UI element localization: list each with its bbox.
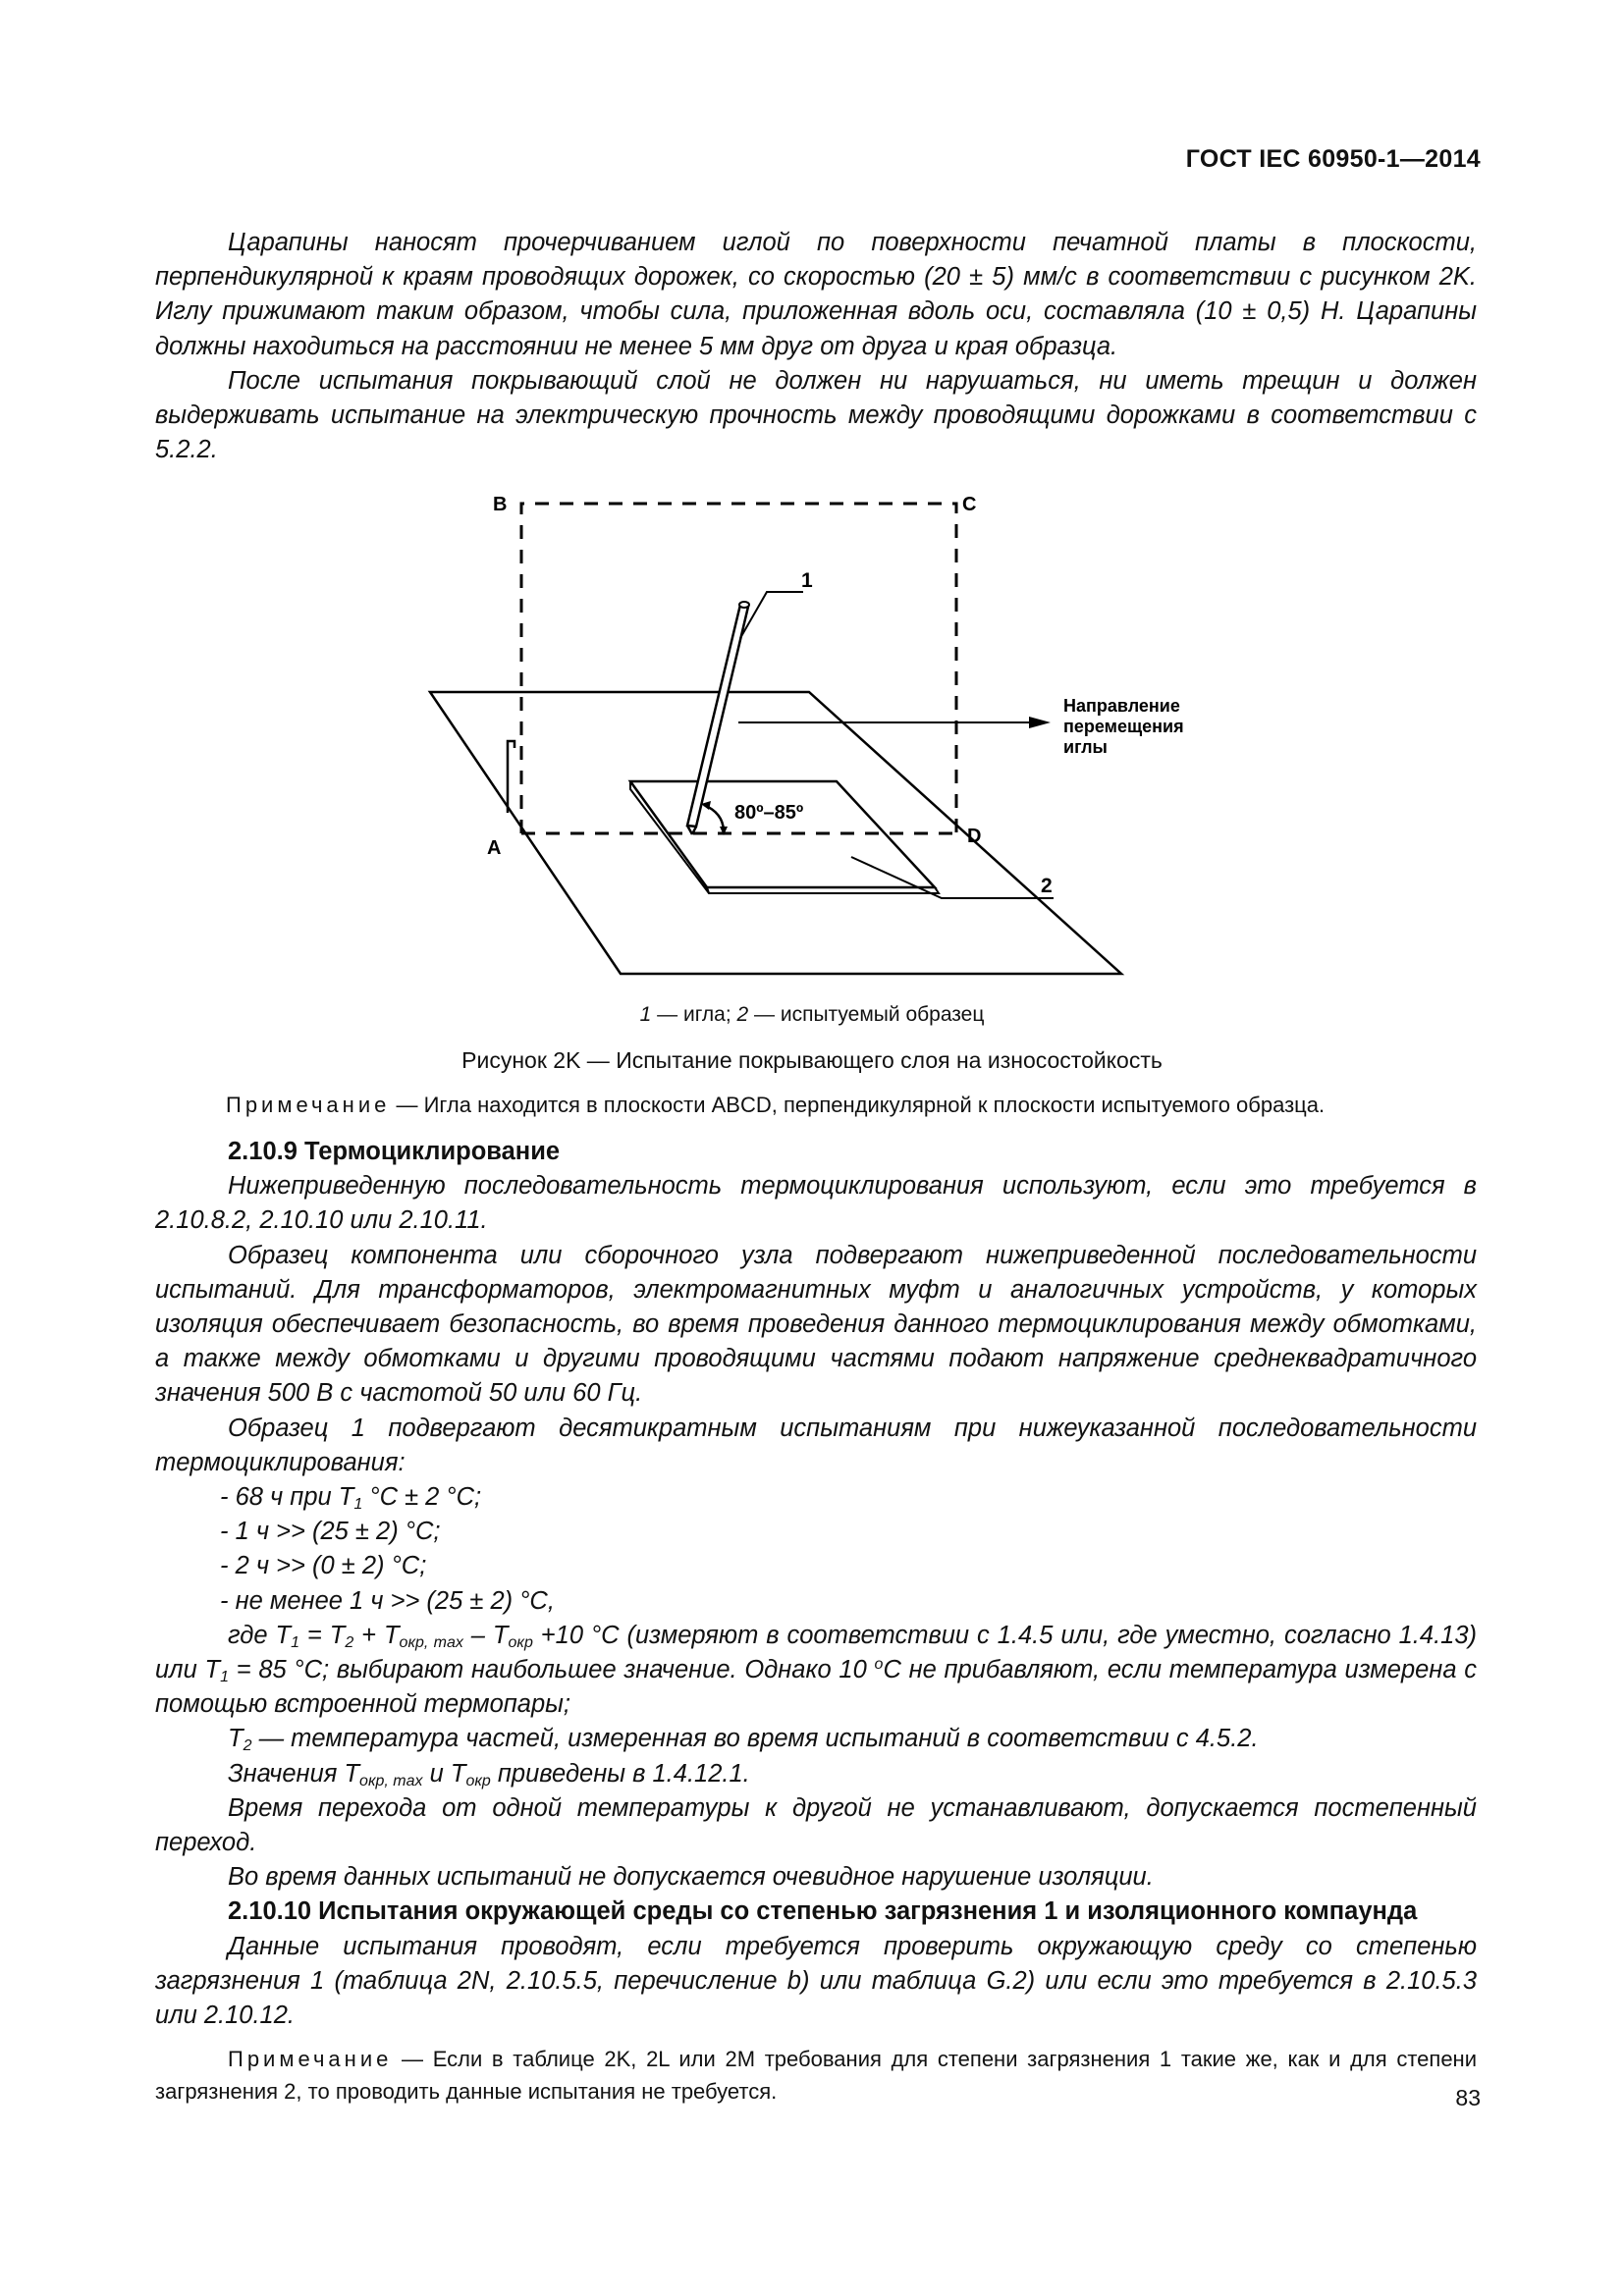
figure-note-text: — Игла находится в плоскости ABCD, перпендикулярной к плоскости испытуемого образца. bbox=[390, 1093, 1326, 1117]
callout-2-label: 2 bbox=[1041, 875, 1053, 897]
direction-arrow-head bbox=[1029, 717, 1051, 728]
page-number: 83 bbox=[1455, 2085, 1481, 2110]
legend-text-1: — игла; bbox=[651, 1003, 737, 1026]
document-code-header: ГОСТ IEC 60950-1—2014 bbox=[1185, 145, 1481, 173]
section-2-10-10-note: Примечание — Если в таблице 2K, 2L или 2M требования для степени загрязнения 1 такие же, как и для степени загрязнения 2, то проводить данные испытания не требуется. bbox=[155, 2047, 1477, 2105]
section-2-10-9-paragraph-2: Образец компонента или сборочного узла подвергают нижеприведенной последовательности испытаний. Для трансформаторов, электромагнитных муфт и аналогичных устройств, у которых изоляция обеспечивает безопасность, во время проведения данного термоциклирования между обмотками, а также между обмотками и другими проводящими частями подают напряжение среднеквадратичного значения 500 В с частотой 50 или 60 Гц. bbox=[155, 1241, 1477, 1408]
cycle-step-2: - 1 ч >> (25 ± 2) °C; bbox=[220, 1518, 441, 1546]
corner-label-c: C bbox=[962, 494, 977, 515]
direction-label-line2: перемещения bbox=[1063, 717, 1184, 736]
callout-1-label: 1 bbox=[801, 569, 813, 592]
t2-definition: $T_2$ — температура частей, измеренная во время испытаний в соответствии с 4.5.2. bbox=[228, 1725, 1259, 1755]
figure-caption: Рисунок 2K — Испытание покрывающего слоя на износостойкость bbox=[461, 1047, 1163, 1073]
section-2-10-9-paragraph-1: Нижеприведенную последовательность термоциклирования используют, если это требуется в 2.10.8.2, 2.10.10 или 2.10.11. bbox=[155, 1172, 1477, 1235]
direction-label-line1: Направление bbox=[1063, 696, 1180, 716]
cycle-step-1: - 68 ч при $T_1$ °C ± 2 °C; bbox=[220, 1483, 482, 1514]
cycle-step-4: - не менее 1 ч >> (25 ± 2) °C, bbox=[220, 1586, 555, 1615]
section-2-10-9-paragraph-3: Образец 1 подвергают десятикратным испытаниям при нижеуказанной последовательности термоциклирования: bbox=[155, 1414, 1477, 1476]
section-2-10-10-paragraph-1: Данные испытания проводят, если требуется проверить окружающую среду со степенью загрязнения 1 (таблица 2N, 2.10.5.5, перечисление b) или таблица G.2) или если это требуется в 2.10.5.3 или 2.10.12. bbox=[155, 1932, 1477, 2030]
corner-label-d: D bbox=[967, 826, 982, 847]
figure-legend bbox=[0, 1003, 1624, 1027]
cycle-step-3: - 2 ч >> (0 ± 2) °C; bbox=[220, 1552, 427, 1580]
intro-paragraph-1: Царапины наносят прочерчиванием иглой по поверхности печатной платы в плоскости, перпендикулярной к краям проводящих дорожек, со скоростью (20 ± 5) мм/с в соответствии с рисунком 2K. Иглу прижимают таким образом, чтобы сила, приложенная вдоль оси, составляла (10 ± 0,5) Н. Царапины должны находиться на расстоянии не менее 5 мм друг от друга и края образца. bbox=[155, 229, 1477, 360]
legend-num-1: 1 bbox=[639, 1003, 652, 1026]
corner-label-b: B bbox=[493, 494, 508, 515]
intro-block bbox=[155, 226, 1477, 467]
section-2-10-9-paragraph-5: Во время данных испытаний не допускается очевидное нарушение изоляции. bbox=[228, 1863, 1154, 1892]
t1-definition: где $T_1 = T_2 + T_{окр, max} - T_{окр} +10$ °C (измеряют в соответствии с 1.4.5 или, где уместно, согласно 1.4.13) или $T_1 = 85$ °C; выбирают наибольшее значение. Однако 10 $^o$C не прибавляют, если температура измерена с помощью встроенной термопары; bbox=[155, 1621, 1478, 1719]
section-2-10-10-heading: 2.10.10 Испытания окружающей среды со степенью загрязнения 1 и изоляционного компаунда bbox=[228, 1897, 1418, 1926]
section-2-10-9-paragraph-4: Время перехода от одной температуры к другой не устанавливают, допускается постепенный переход. bbox=[155, 1793, 1477, 1857]
callout-1-leader bbox=[740, 592, 803, 638]
angle-label: 80º–85º bbox=[734, 802, 804, 824]
intro-paragraph-2: После испытания покрывающий слой не должен ни нарушаться, ни иметь трещин и должен выдерживать испытание на электрическую прочность между проводящими дорожками в соответствии с 5.2.2. bbox=[155, 366, 1477, 464]
section-2-10-9-heading: 2.10.9 Термоциклирование bbox=[228, 1138, 561, 1165]
figure-note-label: Примечание bbox=[226, 1093, 391, 1117]
figure-note bbox=[226, 1093, 1325, 1118]
corner-label-a: A bbox=[487, 837, 502, 859]
legend-num-2: 2 bbox=[736, 1003, 749, 1026]
figure-2k-diagram bbox=[393, 481, 1257, 991]
values-reference: Значения $T_{окр, max}$ и $T_{окр}$ приведены в 1.4.12.1. bbox=[228, 1759, 750, 1789]
section-body bbox=[155, 1135, 1477, 2108]
plane-bracket bbox=[508, 741, 514, 813]
legend-text-2: — испытуемый образец bbox=[748, 1003, 985, 1026]
direction-label-line3: иглы bbox=[1063, 737, 1108, 757]
